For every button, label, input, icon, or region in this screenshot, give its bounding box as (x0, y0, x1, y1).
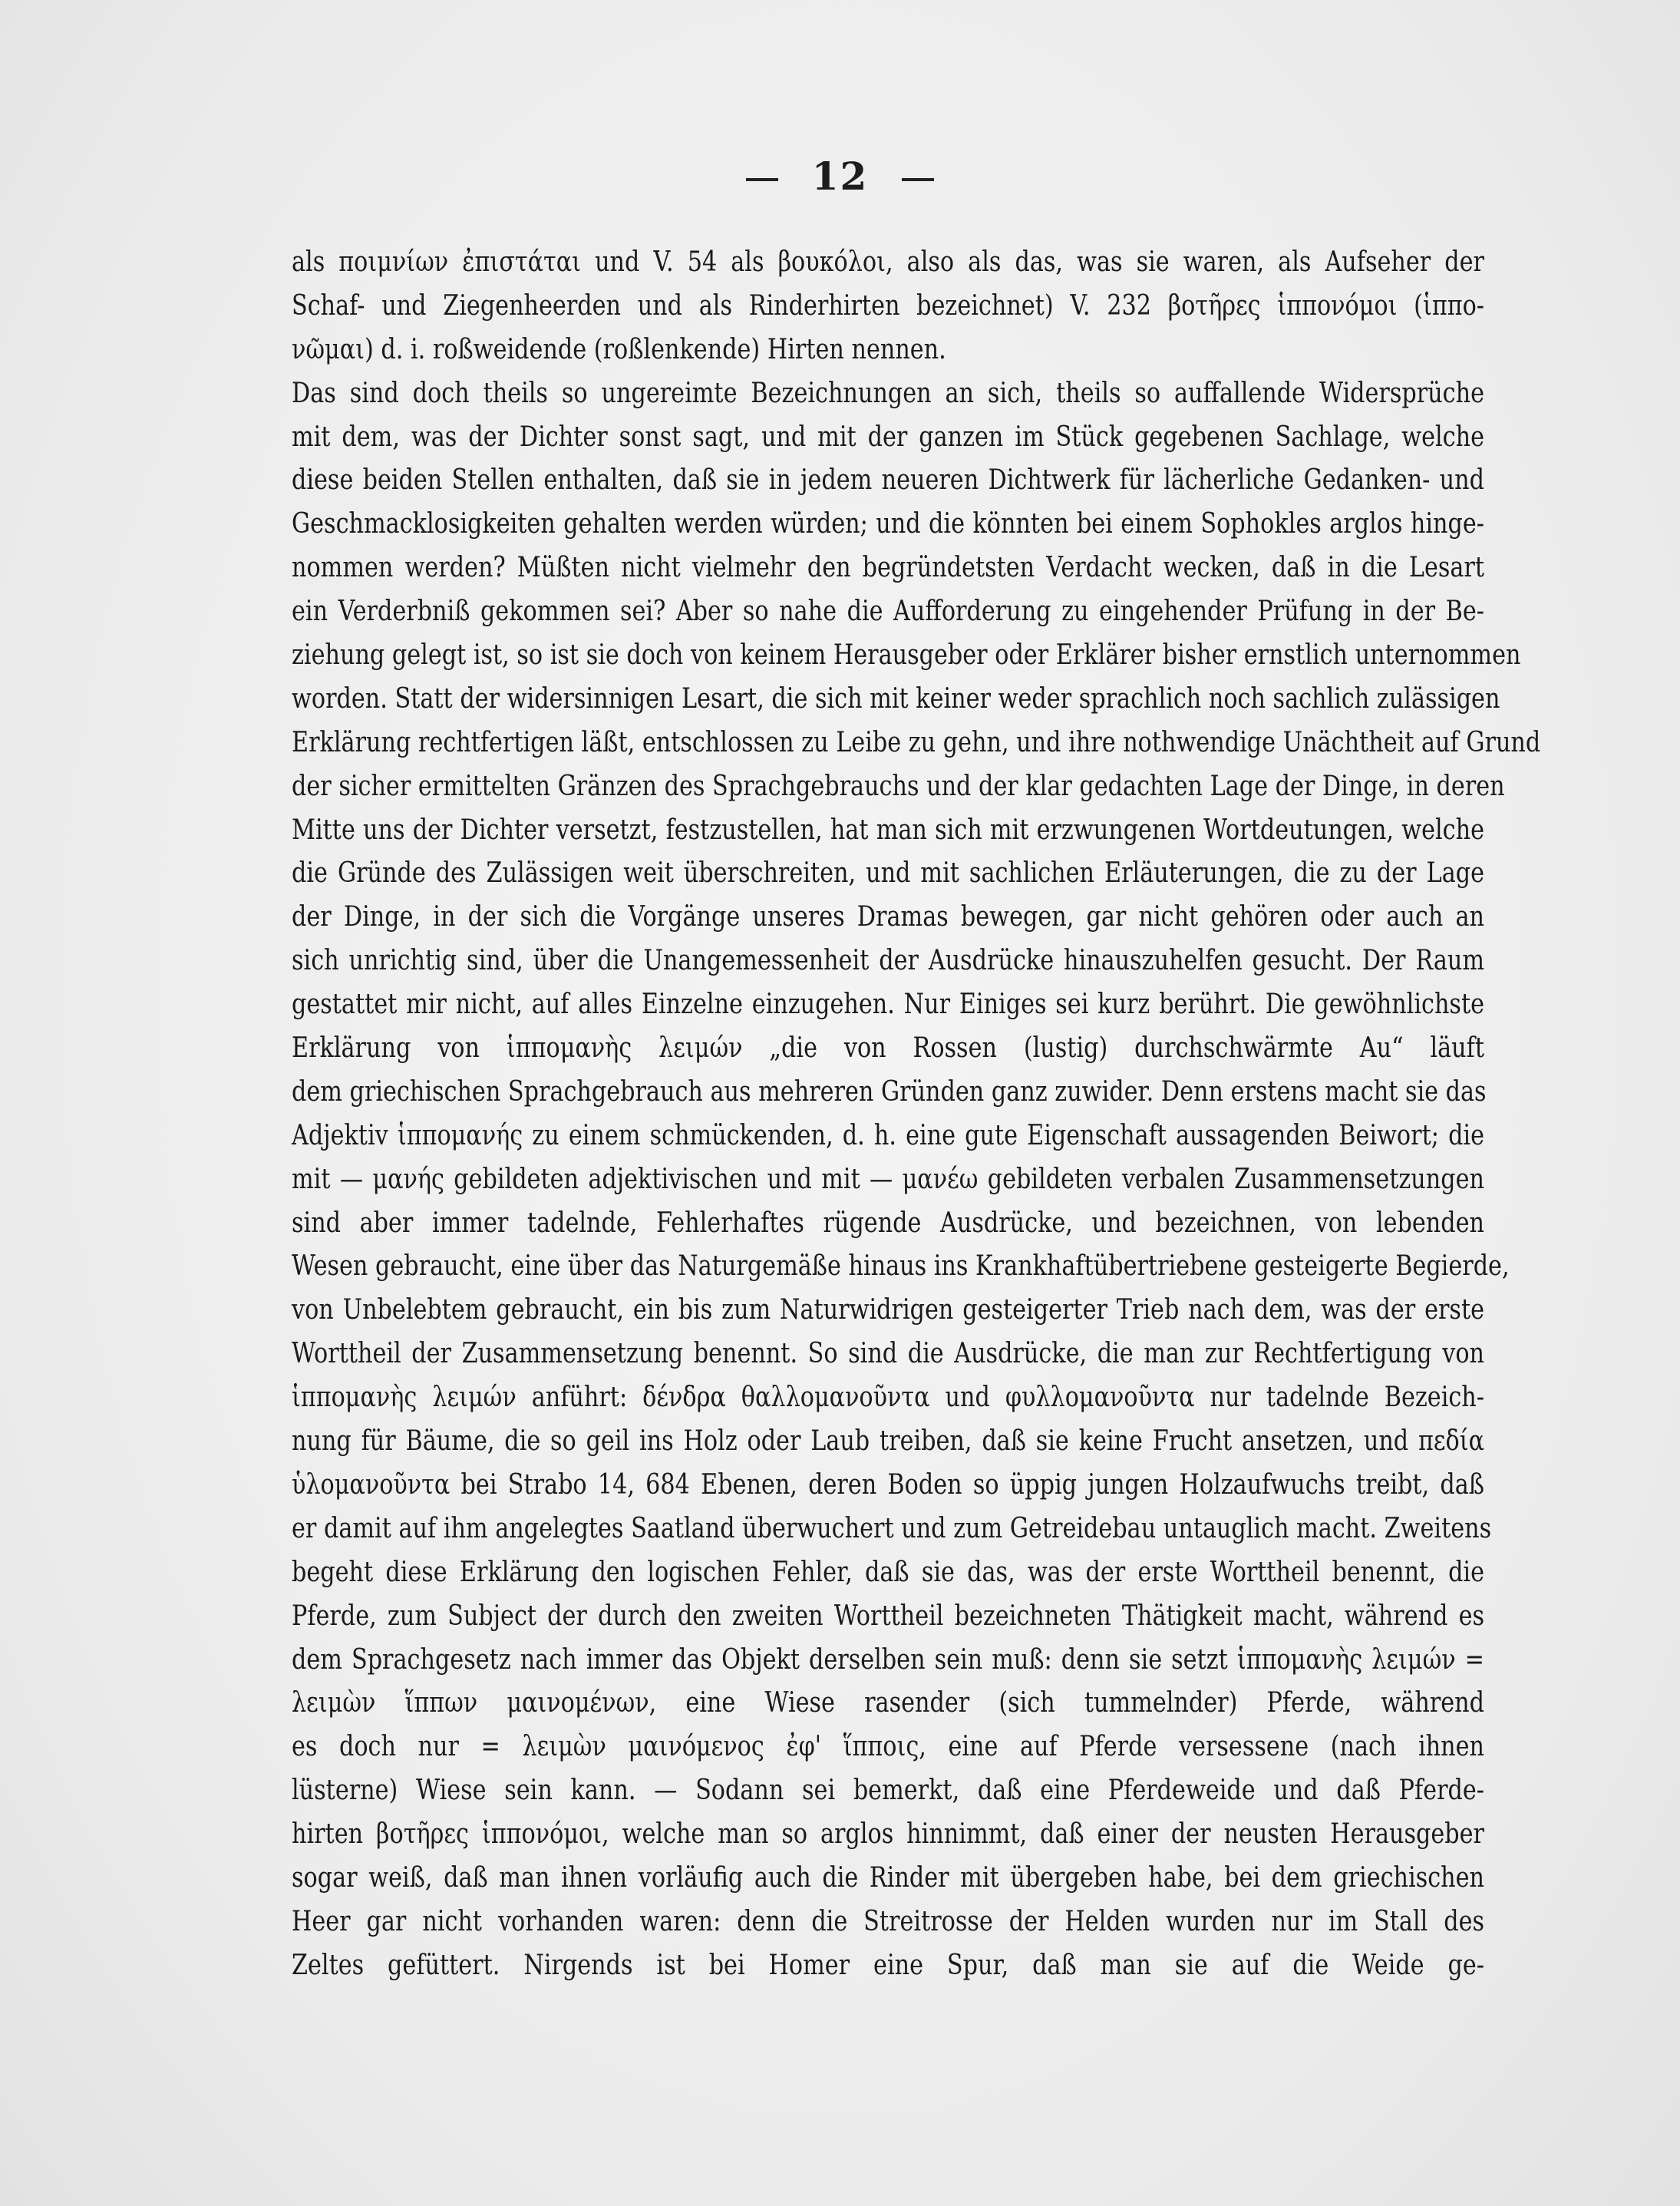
text-line: der Dinge, in der sich die Vorgänge unseres Dramas bewegen, gar nicht gehören oder auch an (292, 901, 1484, 933)
text-line: Heer gar nicht vorhanden waren: denn die Streitrosse der Helden wurden nur im Stall des (292, 1905, 1484, 1937)
text-line: Adjektiv ἱππομανής zu einem schmückenden, d. h. eine gute Eigenschaft aussagenden Beiwort; die (292, 1119, 1484, 1151)
page-number-text: 12 (811, 154, 869, 199)
text-line: Pferde, zum Subject der durch den zweiten Worttheil bezeichneten Thätigkeit macht, während es (292, 1600, 1484, 1632)
text-line: sich unrichtig sind, über die Unangemessenheit der Ausdrücke hinauszuhelfen gesucht. Der Raum (292, 945, 1484, 977)
text-line: als ποιμνίων ἐπιστάται und V. 54 als βουκόλοι, also als das, was sie waren, als Aufseher der (292, 246, 1484, 278)
body-text (292, 241, 1541, 1988)
text-line: die Gründe des Zulässigen weit überschreiten, und mit sachlichen Erläuterungen, die zu der Lage (292, 857, 1484, 890)
text-line: mit dem, was der Dichter sonst sagt, und mit der ganzen im Stück gegebenen Sachlage, welche (292, 421, 1484, 453)
text-line: dem griechischen Sprachgebrauch aus mehreren Gründen ganz zuwider. Denn erstens macht sie das (292, 1075, 1487, 1108)
text-line: ziehung gelegt ist, so ist sie doch von keinem Herausgeber oder Erklärer bisher ernstlich unternommen (292, 639, 1521, 672)
text-line: sind aber immer tadelnde, Fehlerhaftes rügende Ausdrücke, und bezeichnen, von lebenden (292, 1207, 1484, 1239)
text-line: hirten βοτῆρες ἱππονόμοι, welche man so arglos hinnimmt, daß einer der neusten Herausgeber (292, 1818, 1484, 1851)
text-line: ἱππομανὴς λειμών anführt: δένδρα θαλλομανοῦντα und φυλλομανοῦντα nur tadelnde Bezeich- (292, 1382, 1484, 1414)
text-line: Schaf- und Ziegenheerden und als Rinderhirten bezeichnet) V. 232 βοτῆρες ἱππονόμοι (ἱππο- (292, 289, 1484, 322)
text-line: lüsterne) Wiese sein kann. — Sodann sei bemerkt, daß eine Pferdeweide und daß Pferde- (292, 1775, 1484, 1807)
text-line: λειμὼν ἵππων μαινομένων, eine Wiese rasender (sich tummelnder) Pferde, während (292, 1687, 1484, 1719)
text-line: sogar weiß, daß man ihnen vorläufig auch die Rinder mit übergeben habe, bei dem griechischen (292, 1861, 1484, 1894)
text-line: dem Sprachgesetz nach immer das Objekt derselben sein muß: denn sie setzt ἱππομανὴς λειμών = (292, 1643, 1484, 1676)
text-line: Erklärung rechtfertigen läßt, entschlossen zu Leibe zu gehn, und ihre nothwendige Unächtheit auf Grund (292, 726, 1541, 758)
text-line: Worttheil der Zusammensetzung benennt. So sind die Ausdrücke, die man zur Rechtfertigung von (292, 1338, 1484, 1370)
text-line: begeht diese Erklärung den logischen Fehler, daß sie das, was der erste Worttheil benennt, die (292, 1556, 1484, 1588)
right-dash (902, 178, 934, 181)
left-dash (746, 178, 778, 181)
text-line: der sicher ermittelten Gränzen des Sprachgebrauchs und der klar gedachten Lage der Dinge, in deren (292, 770, 1505, 802)
text-line: nung für Bäume, die so geil ins Holz oder Laub treiben, daß sie keine Frucht ansetzen, und πεδία (292, 1425, 1484, 1458)
text-line: Mitte uns der Dichter versetzt, festzustellen, hat man sich mit erzwungenen Wortdeutungen, welche (292, 814, 1484, 846)
text-line: νῶμαι) d. i. roßweidende (roßlenkende) Hirten nennen. (292, 333, 946, 365)
text-line: Geschmacklosigkeiten gehalten werden würden; und die könnten bei einem Sophokles arglos hinge- (292, 508, 1484, 540)
text-line: er damit auf ihm angelegtes Saatland überwuchert und zum Getreidebau untauglich macht. Zweitens (292, 1512, 1492, 1544)
text-line: nommen werden? Müßten nicht vielmehr den begründetsten Verdacht wecken, daß in die Lesart (292, 552, 1484, 584)
text-line: Wesen gebraucht, eine über das Naturgemäße hinaus ins Krankhaftübertriebene gesteigerte Begierde, (292, 1250, 1510, 1283)
text-line: ein Verderbniß gekommen sei? Aber so nahe die Aufforderung zu eingehender Prüfung in der Be- (292, 596, 1484, 628)
text-line: diese beiden Stellen enthalten, daß sie in jedem neueren Dichtwerk für lächerliche Gedanken- und (292, 464, 1484, 497)
text-line: von Unbelebtem gebraucht, ein bis zum Naturwidrigen gesteigerter Trieb nach dem, was der erste (292, 1294, 1484, 1326)
text-line: mit — μανής gebildeten adjektivischen und mit — μανέω gebildeten verbalen Zusammensetzungen (292, 1163, 1484, 1195)
text-line: Das sind doch theils so ungereimte Bezeichnungen an sich, theils so auffallende Widersprüche (292, 377, 1484, 409)
page-number (0, 154, 1680, 199)
text-line: gestattet mir nicht, auf alles Einzelne einzugehen. Nur Einiges sei kurz berührt. Die gewöhnlichste (292, 989, 1484, 1021)
text-line: es doch nur = λειμὼν μαινόμενος ἐφ' ἵπποις, eine auf Pferde versessene (nach ihnen (292, 1731, 1484, 1763)
text-line: Erklärung von ἱππομανὴς λειμών „die von Rossen (lustig) durchschwärmte Au“ läuft (292, 1032, 1484, 1065)
text-line: Zeltes gefüttert. Nirgends ist bei Homer eine Spur, daß man sie auf die Weide ge- (292, 1949, 1484, 1981)
text-line: ὑλομανοῦντα bei Strabo 14, 684 Ebenen, deren Boden so üppig jungen Holzaufwuchs treibt, daß (292, 1468, 1484, 1501)
text-line: worden. Statt der widersinnigen Lesart, die sich mit keiner weder sprachlich noch sachlich zulässigen (292, 682, 1500, 715)
